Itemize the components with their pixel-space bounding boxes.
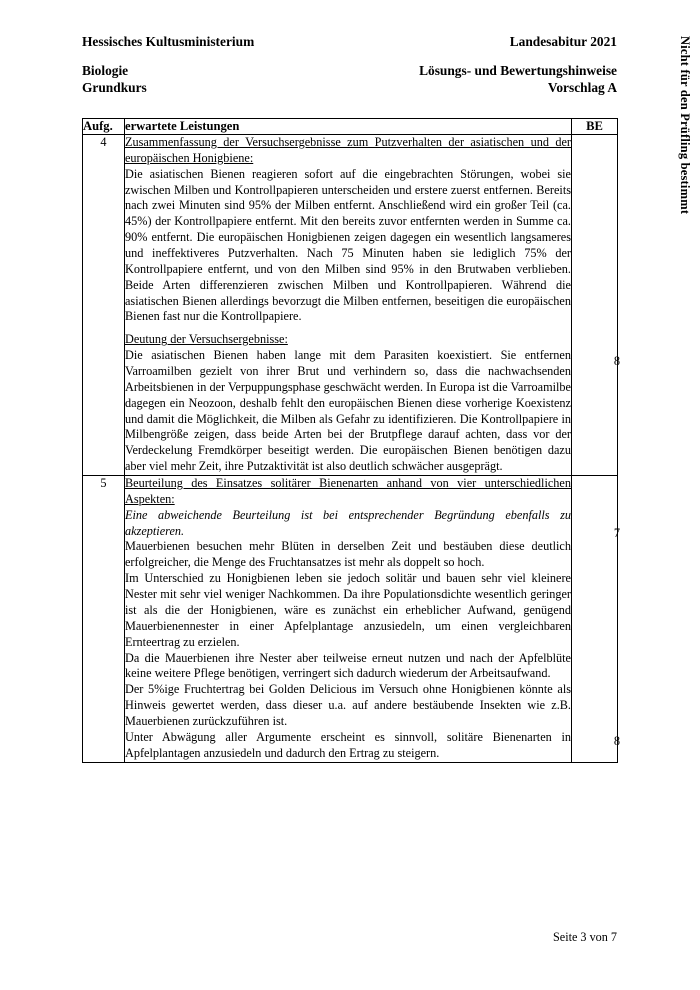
row-number-4: 4 <box>83 135 125 476</box>
row-points-5 <box>572 476 621 762</box>
column-header-leistungen: erwartete Leistungen <box>125 119 572 135</box>
row-content-4 <box>125 135 572 476</box>
block-heading-interpretation: Deutung der Versuchsergebnisse: <box>125 332 288 347</box>
footer-page-number: Seite 3 von 7 <box>553 930 617 944</box>
block-note-italic: Eine abweichende Beurteilung ist bei entsprechender Begründung ebenfalls zu akzeptieren. <box>125 507 571 538</box>
assessment-table <box>82 118 621 763</box>
header-ministry: Hessisches Kultusministerium <box>82 34 255 49</box>
paragraph-spacer <box>125 325 571 332</box>
points-value-first: 8 <box>613 354 621 368</box>
column-header-be: BE <box>572 119 618 135</box>
block-text-summary: Die asiatischen Bienen reagieren sofort auf die eingebrachten Störungen, wobei sie zwischen Milben und Kontrollpapieren unterscheiden und erstere zuerst entfernen. Bereits nach zwei Minuten sind 95% der Milben entfernt. Anschließend wird ein großer Teil (ca. 45%) der Kontrollpapiere entfernt. Mit den bereits zuvor entfernten werden in Summe ca. 90% entfernt. Die europäischen Honigbienen zeigen dagegen ein wesentlich langsameres und ineffektiveres Putzverhalten. Nach 75 Minuten haben sie lediglich 75% der Kontrollpapiere entfernt, und von den Milben sind 95% in den Brutwaben verblieben. Beide Arten differenzieren zwischen Milben und Kontrollpapieren. Während die asiatischen Bienen allerdings bevorzugt die Milben entfernen, beseitigen die europäischen Bienen fast nur die Kontrollpapiere. <box>125 166 571 324</box>
row-content-5 <box>125 476 572 762</box>
table-header-row <box>83 119 618 135</box>
header-exam: Landesabitur 2021 <box>509 34 617 49</box>
block-heading-summary: Zusammenfassung der Versuchsergebnisse zum Putzverhalten der asiatischen und der europäischen Honigbiene: <box>125 135 571 165</box>
block-text-interpretation: Die asiatischen Bienen haben lange mit dem Parasiten koexistiert. Sie entfernen Varroamilben gezielt von ihrer Brut und verhindern so, dass die nachwachsenden Arbeitsbienen in der Verpuppungsphase geschwächt werden. In Europa ist die Varroamilbe dagegen ein Neozoon, deshalb fehlt den europäischen Bienen diese vorherige Koexistenz und damit die Möglichkeit, die Milben als Gefahr zu identifizieren. Die Kontrollpapiere in Milbengröße zeigen, dass beide Arten bei der Brutpflege darauf achten, dass vor der Verdeckelung Fremdkörper beseitigt werden. Die europäischen Bienen benötigen dazu aber viel mehr Zeit, ihre Putzaktivität ist also deutlich schwächer ausgeprägt. <box>125 348 571 474</box>
header-subject: Biologie <box>82 63 129 78</box>
row-number-5: 5 <box>83 476 125 762</box>
header-row-subject <box>82 63 617 79</box>
points-value-first: 8 <box>613 734 621 749</box>
block-paragraph-1: Mauerbienen besuchen mehr Blüten in derselben Zeit und bestäuben diese deutlich erfolgreicher, die Menge des Fruchtansatzes ist mehr als doppelt so hoch. <box>125 539 571 570</box>
block-paragraph-3: Da die Mauerbienen ihre Nester aber teilweise erneut nutzen und nach der Apfelblüte keine weitere Pflege benötigen, verringert sich dadurch wiederum der Arbeitsaufwand. <box>125 650 571 681</box>
block-paragraph-2: Im Unterschied zu Honigbienen leben sie jedoch solitär und bauen sehr viel kleinere Nester mit sehr viel weniger Nachkommen. Da ihre Populationsdichte wesentlich geringer ist als die der Honigbienen, wäre es zunächst ein erheblicher Aufwand, genügend Mauerbienennester in einer Apfelplantage anzusiedeln, um einen vergleichbaren Ernteertrag zu erzielen. <box>125 571 571 649</box>
header-variant: Vorschlag A <box>547 80 617 95</box>
side-note-confidential: Nicht für den Prüfling bestimmt <box>678 36 692 215</box>
block-paragraph-5: Unter Abwägung aller Argumente erscheint es sinnvoll, solitäre Bienenarten in Apfelplantagen anzusiedeln und dadurch den Ertrag zu steigern. <box>125 729 571 760</box>
header-course: Grundkurs <box>82 80 147 95</box>
points-value-second: 7 <box>613 526 621 540</box>
column-header-aufg: Aufg. <box>83 119 125 135</box>
document-content <box>82 34 621 763</box>
header-row-top <box>82 34 617 50</box>
table-row <box>83 476 618 762</box>
block-heading-evaluation: Beurteilung des Einsatzes solitärer Bienenarten anhand von vier unterschiedlichen Aspekten: <box>125 476 571 506</box>
header-doc-type: Lösungs- und Bewertungshinweise <box>419 63 617 78</box>
header-row-course <box>82 80 617 96</box>
row-points-4 <box>572 135 621 540</box>
table-row <box>83 135 618 476</box>
block-paragraph-4: Der 5%ige Fruchtertrag bei Golden Delicious im Versuch ohne Honigbienen könnte als Hinweis gewertet werden, dass dieser u.a. auf andere bestäubende Insekten wie z.B. Mauerbienen zurückzuführen ist. <box>125 682 571 728</box>
